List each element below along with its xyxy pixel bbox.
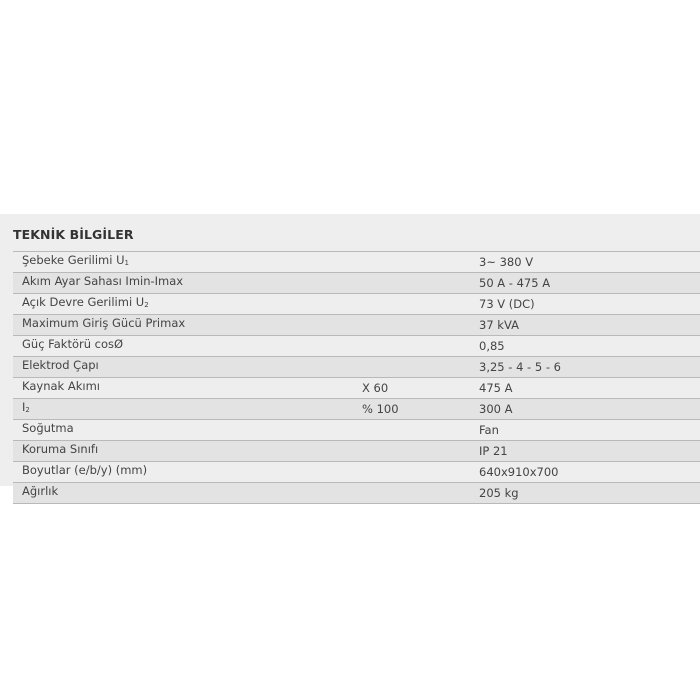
section-title: TEKNİK BİLGİLER xyxy=(13,227,134,242)
spec-condition: X 60 xyxy=(353,378,470,399)
table-row xyxy=(13,252,700,273)
spec-condition xyxy=(353,441,470,462)
spec-label: Ağırlık xyxy=(13,483,353,504)
spec-value: 300 A xyxy=(470,399,700,420)
spec-value: 475 A xyxy=(470,378,700,399)
spec-value: 3,25 - 4 - 5 - 6 xyxy=(470,357,700,378)
table-row xyxy=(13,462,700,483)
table-row xyxy=(13,294,700,315)
spec-label: Kaynak Akımı xyxy=(13,378,353,399)
spec-condition xyxy=(353,462,470,483)
spec-label: Elektrod Çapı xyxy=(13,357,353,378)
spec-label: Soğutma xyxy=(13,420,353,441)
spec-value: 50 A - 475 A xyxy=(470,273,700,294)
spec-label: I2 xyxy=(13,399,353,420)
spec-condition xyxy=(353,294,470,315)
spec-value: 3~ 380 V xyxy=(470,252,700,273)
spec-label: Şebeke Gerilimi U1 xyxy=(13,252,353,273)
spec-condition xyxy=(353,357,470,378)
spec-label: Güç Faktörü cosØ xyxy=(13,336,353,357)
spec-condition xyxy=(353,273,470,294)
table-row xyxy=(13,483,700,504)
technical-specs-panel xyxy=(0,214,700,500)
spec-value: 640x910x700 xyxy=(470,462,700,483)
table-row xyxy=(13,315,700,336)
table-row xyxy=(13,273,700,294)
spec-label: Maximum Giriş Gücü Primax xyxy=(13,315,353,336)
spec-condition xyxy=(353,420,470,441)
spec-value: 37 kVA xyxy=(470,315,700,336)
spec-value: 205 kg xyxy=(470,483,700,504)
spec-value: 73 V (DC) xyxy=(470,294,700,315)
spec-value: Fan xyxy=(470,420,700,441)
spec-label: Koruma Sınıfı xyxy=(13,441,353,462)
spec-label: Akım Ayar Sahası Imin-Imax xyxy=(13,273,353,294)
spec-label: Açık Devre Gerilimi U2 xyxy=(13,294,353,315)
table-row xyxy=(13,336,700,357)
spec-condition: % 100 xyxy=(353,399,470,420)
table-row xyxy=(13,441,700,462)
table-row xyxy=(13,357,700,378)
table-row xyxy=(13,378,700,399)
table-row xyxy=(13,399,700,420)
spec-label: Boyutlar (e/b/y) (mm) xyxy=(13,462,353,483)
spec-value: IP 21 xyxy=(470,441,700,462)
spec-condition xyxy=(353,315,470,336)
specs-table xyxy=(13,251,700,504)
spec-condition xyxy=(353,336,470,357)
table-row xyxy=(13,420,700,441)
spec-condition xyxy=(353,483,470,504)
spec-condition xyxy=(353,252,470,273)
spec-value: 0,85 xyxy=(470,336,700,357)
